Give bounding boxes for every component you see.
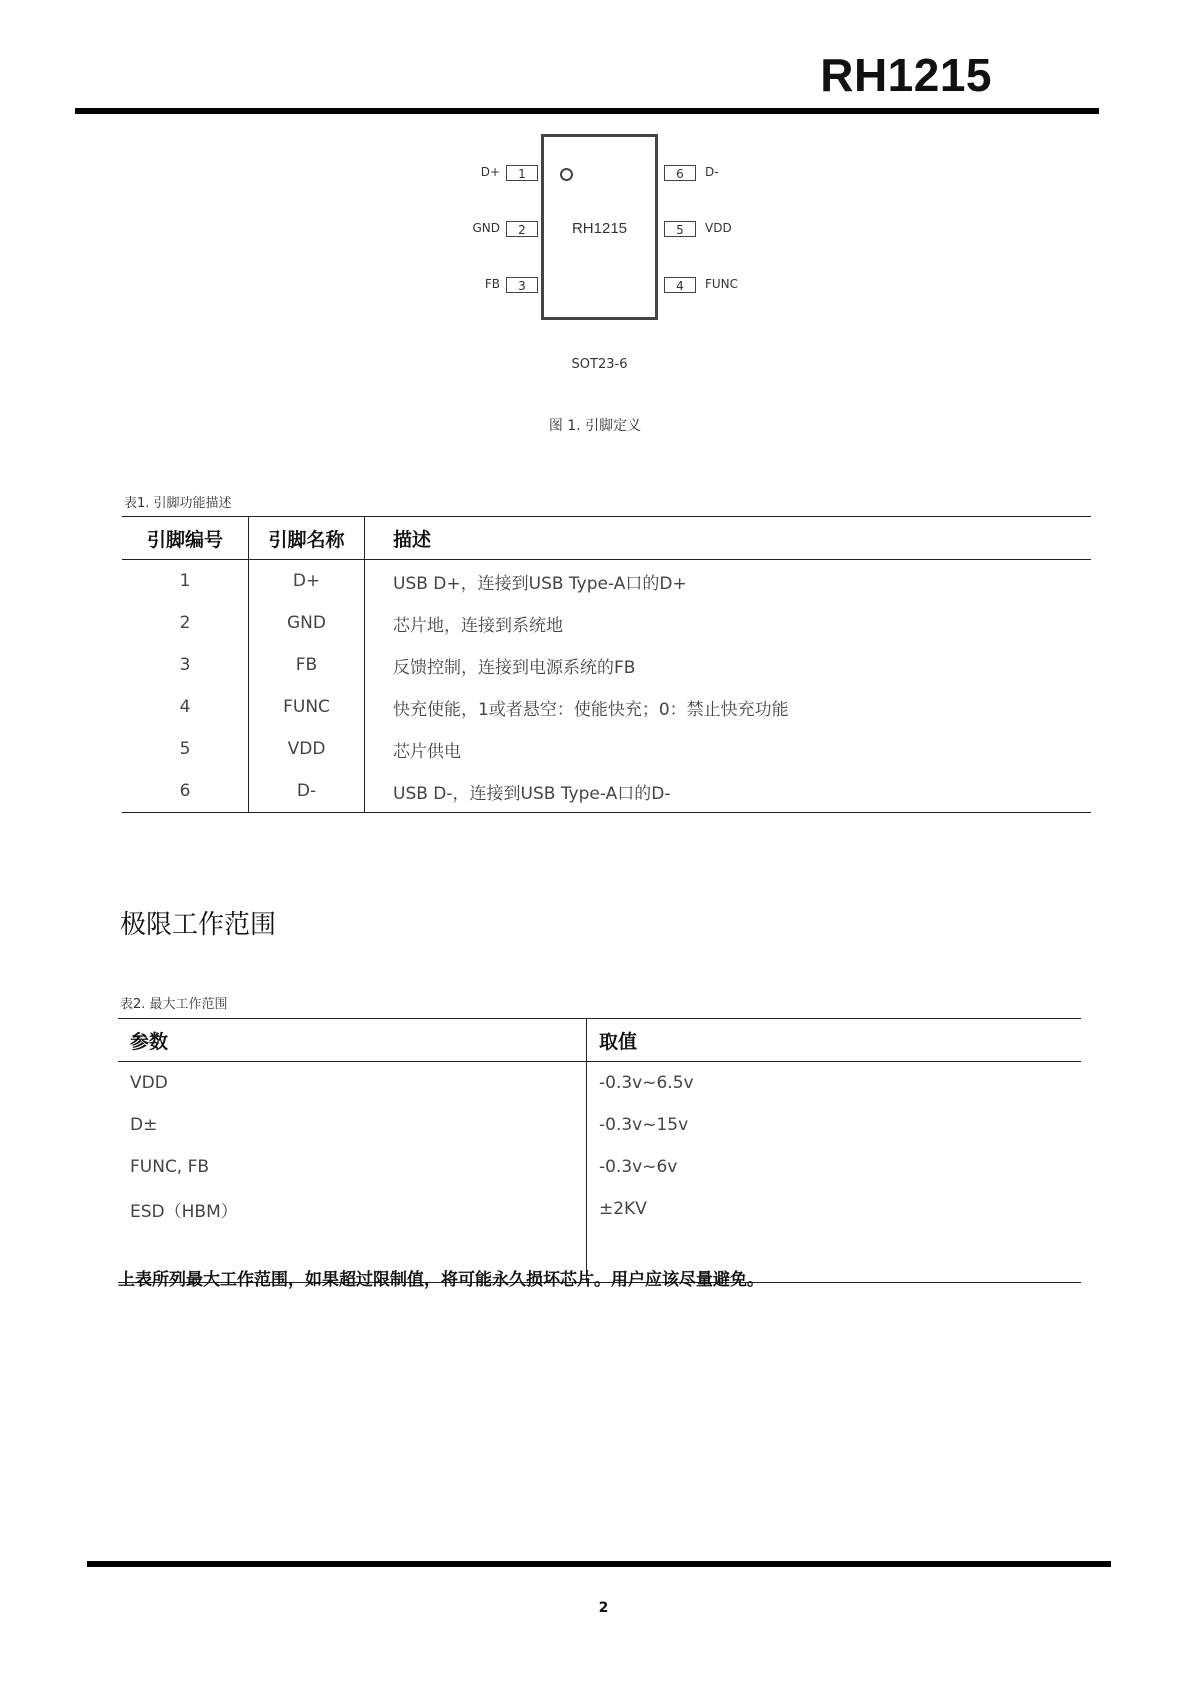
- table-row: [118, 1062, 1081, 1105]
- pin-description-cell: USB D+，连接到USB Type-A口的D+: [393, 573, 687, 594]
- pin-number-box: 1: [506, 165, 538, 181]
- pin-number-box: 4: [664, 277, 696, 293]
- table-row: [122, 602, 1091, 644]
- pin-description-cell: 芯片供电: [393, 741, 461, 762]
- table-header-row: [122, 517, 1091, 560]
- param-cell: ESD（HBM）: [118, 1188, 587, 1230]
- value-cell: -0.3v~6v: [599, 1157, 678, 1177]
- param-cell: D±: [118, 1104, 587, 1146]
- pin-number-cell: 3: [122, 644, 249, 686]
- value-cell: -0.3v~15v: [599, 1115, 689, 1135]
- section-heading: 极限工作范围: [120, 910, 277, 940]
- pin-number-box: 2: [506, 221, 538, 237]
- pin-name-cell: FUNC: [249, 686, 365, 728]
- header-rule: [75, 108, 1099, 114]
- table-row: [122, 644, 1091, 686]
- pin-name-left: FB: [484, 277, 500, 291]
- pin-name-left: D+: [480, 165, 500, 179]
- table-row: [122, 728, 1091, 770]
- pin-name-cell: FB: [249, 644, 365, 686]
- pin-number-cell: 1: [122, 560, 249, 603]
- pin-number-cell: 6: [122, 770, 249, 813]
- pin-number-box: 3: [506, 277, 538, 293]
- footer-rule: [87, 1561, 1111, 1567]
- table-row: [118, 1104, 1081, 1146]
- pin-name-cell: D-: [249, 770, 365, 813]
- value-cell: -0.3v~6.5v: [599, 1073, 694, 1093]
- page-number: 2: [598, 1600, 609, 1616]
- column-header: 引脚名称: [249, 517, 365, 560]
- pin-description-cell: USB D-，连接到USB Type-A口的D-: [365, 770, 1092, 813]
- table-row: [118, 1188, 1081, 1230]
- pin1-marker-icon: [560, 168, 573, 181]
- pin-name-cell: VDD: [249, 728, 365, 770]
- chip-label: RH1215: [571, 220, 628, 237]
- table-row: [122, 770, 1091, 813]
- pin-name-right: D-: [705, 165, 719, 179]
- pin-name-left: GND: [472, 221, 500, 235]
- table-caption: 表1. 引脚功能描述: [124, 496, 232, 511]
- param-cell: VDD: [118, 1062, 587, 1105]
- pin-number-cell: 5: [122, 728, 249, 770]
- figure-caption: 图 1. 引脚定义: [548, 418, 642, 434]
- pin-description-cell: 芯片地，连接到系统地: [393, 615, 563, 636]
- pin-number-cell: 2: [122, 602, 249, 644]
- column-header: 描述: [365, 517, 1092, 560]
- param-cell: FUNC, FB: [118, 1146, 587, 1188]
- pin-name-right: FUNC: [705, 277, 739, 291]
- pin-number-box: 6: [664, 165, 696, 181]
- table-row: [122, 686, 1091, 728]
- pin-name-cell: D+: [249, 560, 365, 603]
- table-row: [118, 1146, 1081, 1188]
- package-label: SOT23-6: [571, 357, 628, 372]
- warning-note: 上表所列最大工作范围，如果超过限制值，将可能永久损坏芯片。用户应该尽量避免。: [118, 1270, 764, 1290]
- pin-function-table: [122, 516, 1091, 813]
- column-header: 引脚编号: [122, 517, 249, 560]
- pin-number-box: 5: [664, 221, 696, 237]
- pin-number-cell: 4: [122, 686, 249, 728]
- table-row: [122, 560, 1091, 603]
- pin-name-right: VDD: [705, 221, 732, 235]
- document-title: RH1215: [820, 49, 992, 101]
- pin-description-cell: 快充使能，1或者悬空：使能快充；0：禁止快充功能: [393, 699, 789, 720]
- table-header-row: [118, 1019, 1081, 1062]
- pin-name-cell: GND: [249, 602, 365, 644]
- column-header: 参数: [118, 1019, 587, 1062]
- limits-table: [118, 1018, 1081, 1283]
- pin-description-cell: 反馈控制，连接到电源系统的FB: [393, 657, 636, 678]
- column-header: 取值: [587, 1019, 1082, 1062]
- value-cell: ±2KV: [599, 1199, 647, 1219]
- table-caption: 表2. 最大工作范围: [120, 997, 228, 1012]
